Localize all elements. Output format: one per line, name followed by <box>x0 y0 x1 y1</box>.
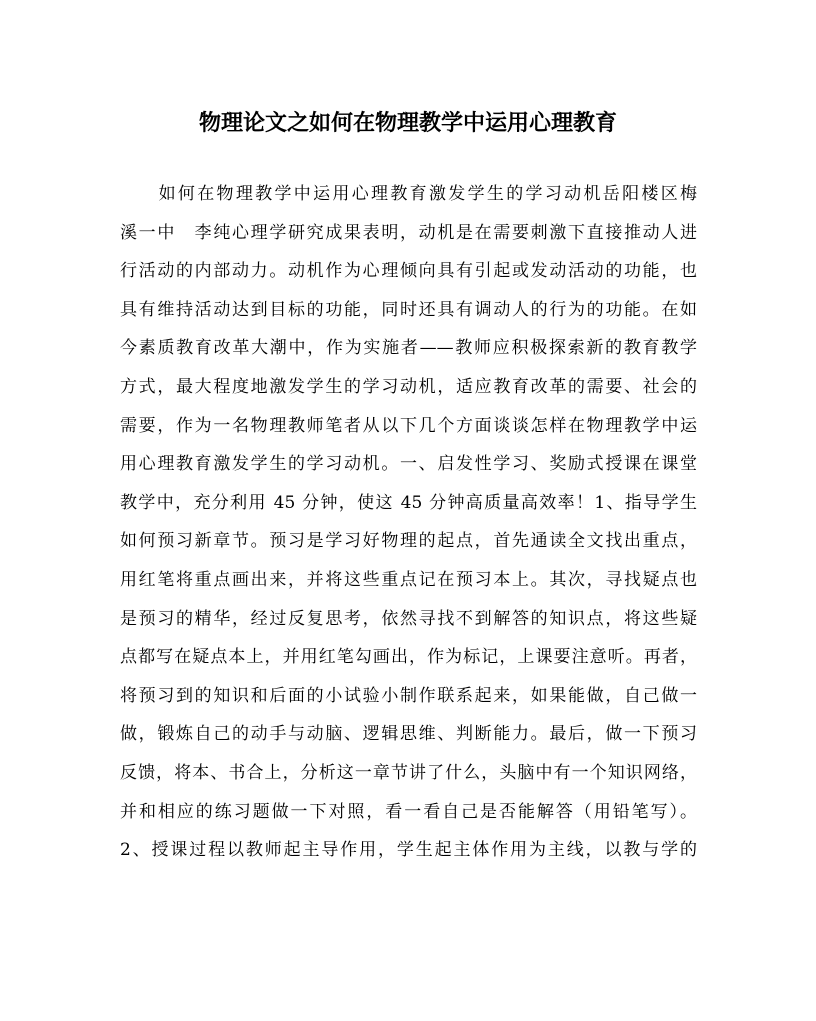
body-line: 做，锻炼自己的动手与动脑、逻辑思维、判断能力。最后，做一下预习 <box>120 724 697 745</box>
document-title: 物理论文之如何在物理教学中运用心理教育 <box>198 110 617 136</box>
body-line: 需要，作为一名物理教师笔者从以下几个方面谈谈怎样在物理教学中运 <box>120 415 697 436</box>
body-line: 教学中，充分利用 45 分钟，使这 45 分钟高质量高效率！1、指导学生 <box>120 492 697 513</box>
body-line: 行活动的内部动力。动机作为心理倾向具有引起或发动活动的功能，也 <box>120 261 697 282</box>
body-line: 点都写在疑点本上，并用红笔勾画出，作为标记，上课要注意听。再者， <box>120 647 697 668</box>
body-line: 方式，最大程度地激发学生的学习动机，适应教育改革的需要、社会的 <box>120 376 697 397</box>
body-line: 用心理教育激发学生的学习动机。一、启发性学习、奖励式授课在课堂 <box>120 454 697 475</box>
body-line: 具有维持活动达到目标的功能，同时还具有调动人的行为的功能。在如 <box>120 299 697 320</box>
body-line: 如何在物理教学中运用心理教育激发学生的学习动机岳阳楼区梅 <box>120 184 697 204</box>
body-line: 今素质教育改革大潮中，作为实施者——教师应积极探索新的教育教学 <box>120 338 697 359</box>
body-line: 将预习到的知识和后面的小试验小制作联系起来，如果能做，自己做一 <box>120 685 697 706</box>
body-line: 是预习的精华，经过反复思考，依然寻找不到解答的知识点，将这些疑 <box>120 608 697 629</box>
body-line: 溪一中 李纯心理学研究成果表明，动机是在需要刺激下直接推动人进 <box>120 222 697 243</box>
body-line: 用红笔将重点画出来，并将这些重点记在预习本上。其次，寻找疑点也 <box>120 569 697 590</box>
body-line: 并和相应的练习题做一下对照，看一看自己是否能解答（用铅笔写）。 <box>120 801 697 822</box>
document-body <box>120 175 697 870</box>
body-line: 如何预习新章节。预习是学习好物理的起点，首先通读全文找出重点， <box>120 531 697 552</box>
body-line: 反馈，将本、书合上，分析这一章节讲了什么，头脑中有一个知识网络， <box>120 762 697 783</box>
body-line: 2、授课过程以教师起主导作用，学生起主体作用为主线，以教与学的 <box>120 840 697 861</box>
